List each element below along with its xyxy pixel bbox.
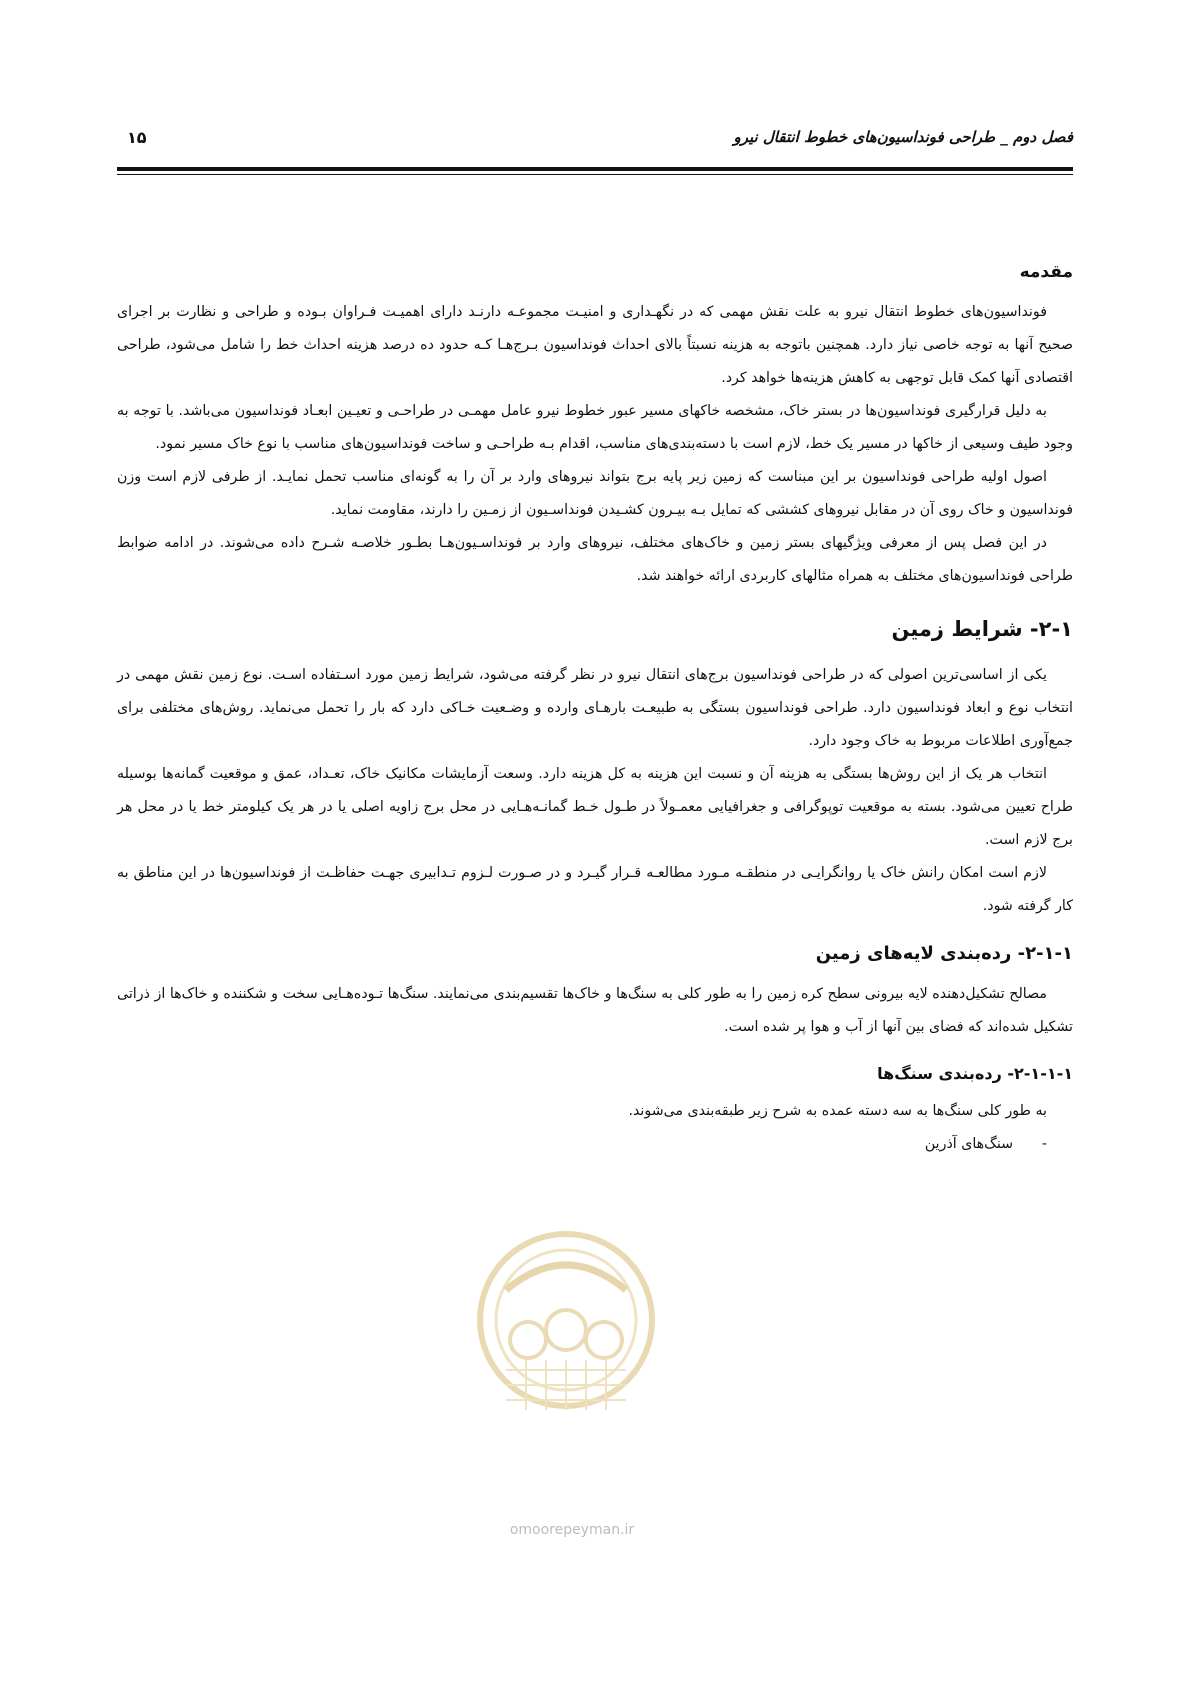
header-rule-thin [117,174,1073,175]
paragraph: فونداسیون‌های خطوط انتقال نیرو به علت نقش مهمی که در نگهـداری و امنیـت مجموعـه دارنـد دارای اهمیـت فـراوان بـوده و طراحی و نظارت بر اجرای صحیح آنها به توجه خاصی نیاز دارد. همچنین باتوجه به هزینه نسبتاً بالای احداث فونداسیون بـرج‌هـا کـه حدود ده درصد هزینه احداث خط را شامل می‌شود، طراحی اقتصادی آنها کمک قابل توجهی به کاهش هزینه‌ها خواهد کرد. [117,304,1073,386]
paragraph: در این فصل پس از معرفی ویژگیهای بستر زمین و خاک‌های مختلف، نیروهای وارد بر فونداسـیون‌هـا بطـور خلاصـه شـرح داده می‌شوند. در ادامه ضوابط طراحی فونداسیون‌های مختلف به همراه مثالهای کاربردی ارائه خواهند شد. [117,535,1073,584]
paragraph: مصالح تشکیل‌دهنده لایه بیرونی سطح کره زمین را به طور کلی به سنگ‌ها و خاک‌ها تقسیم‌بندی می‌نمایند. سنگ‌ها تـوده‌هـایی سخت و شکننده و خاک‌ها از ذراتی تشکیل شده‌اند که فضای بین آنها از آب و هوا پر شده است. [117,986,1073,1035]
bullet-list [117,1128,1073,1161]
paragraph: لازم است امکان رانش خاک یا روانگرایـی در منطقـه مـورد مطالعـه قـرار گیـرد و در صـورت لـزوم تـدابیری جهـت حفاظـت از فونداسیون‌ها در این مناطق به کار گرفته شود. [117,865,1073,914]
list-item-text: سنگ‌های آذرین [924,1136,1013,1152]
paragraph: یکی از اساسی‌ترین اصولی که در طراحی فونداسیون برج‌های انتقال نیرو در نظر گرفته می‌شود، شرایط زمین مورد اسـتفاده اسـت. نوع زمین نقش مهمی در انتخاب نوع و ابعاد فونداسیون دارد. طراحی فونداسیون بستگی به طبیعـت بارهـای وارده و وضـعیت خـاکی دارد که بار را تحمل می‌نماید. روش‌های مختلفی برای جمع‌آوری اطلاعات مربوط به خاک وجود دارد. [117,667,1073,749]
paragraph: به طور کلی سنگ‌ها به سه دسته عمده به شرح زیر طبقه‌بندی می‌شوند. [628,1103,1047,1119]
watermark-url: omoorepeyman.ir [509,1522,635,1538]
paragraph: انتخاب هر یک از این روش‌ها بستگی به هزینه آن و نسبت این هزینه به کل هزینه دارد. وسعت آزمایشات مکانیک خاک، تعـداد، عمق و موقعیت گمانه‌ها بوسیله طراح تعیین می‌شود. بسته به موقعیت توپوگرافی و جغرافیایی معمـولاً در طـول خـط گمانـه‌هـایی در محل برج زاویه اصلی یا در هر یک کیلومتر خط یا در محل هر برج لازم است. [117,766,1073,848]
intro-heading: مقدمه [1019,262,1073,282]
paragraph: به دلیل قرارگیری فونداسیون‌ها در بستر خاک، مشخصه خاکهای مسیر عبور خطوط نیرو عامل مهمـی در طراحـی و تعیـین ابعـاد فونداسیون می‌باشد. با توجه به وجود طیف وسیعی از خاکها در مسیر یک خط، لازم است با دسته‌بندی‌های مناسب، اقدام بـه طراحـی و ساخت فونداسیون‌های مناسب با نوع خاک مسیر نمود. [117,403,1073,452]
paragraph: اصول اولیه طراحی فونداسیون بر این مبناست که زمین زیر پایه برج بتواند نیروهای وارد بر آن را به گونه‌ای مناسب تحمل نمایـد. از طرفی لازم است وزن فونداسیون و خاک روی آن در مقابل نیروهای کششی که تمایل بـه بیـرون کشـیدن فونداسـیون از زمـین را دارند، مقاومت نماید. [117,469,1073,518]
subsubsection-heading: ۲-۱-۱-۱- رده‌بندی سنگ‌ها [877,1064,1073,1083]
section-heading: ۲-۱- شرایط زمین [891,617,1073,641]
header-rule-thick [117,167,1073,171]
page-number: ۱۵ [127,128,147,147]
dash-bullet: - [1041,1136,1047,1152]
chapter-title: فصل دوم _ طراحی فونداسیون‌های خطوط انتقال نیرو [733,128,1073,146]
page-header [117,118,1073,158]
page-body [117,262,1073,1161]
subsection-heading: ۲-۱-۱- رده‌بندی لایه‌های زمین [815,943,1073,964]
seal-logo-icon [466,1220,666,1460]
list-item [117,1128,1047,1161]
